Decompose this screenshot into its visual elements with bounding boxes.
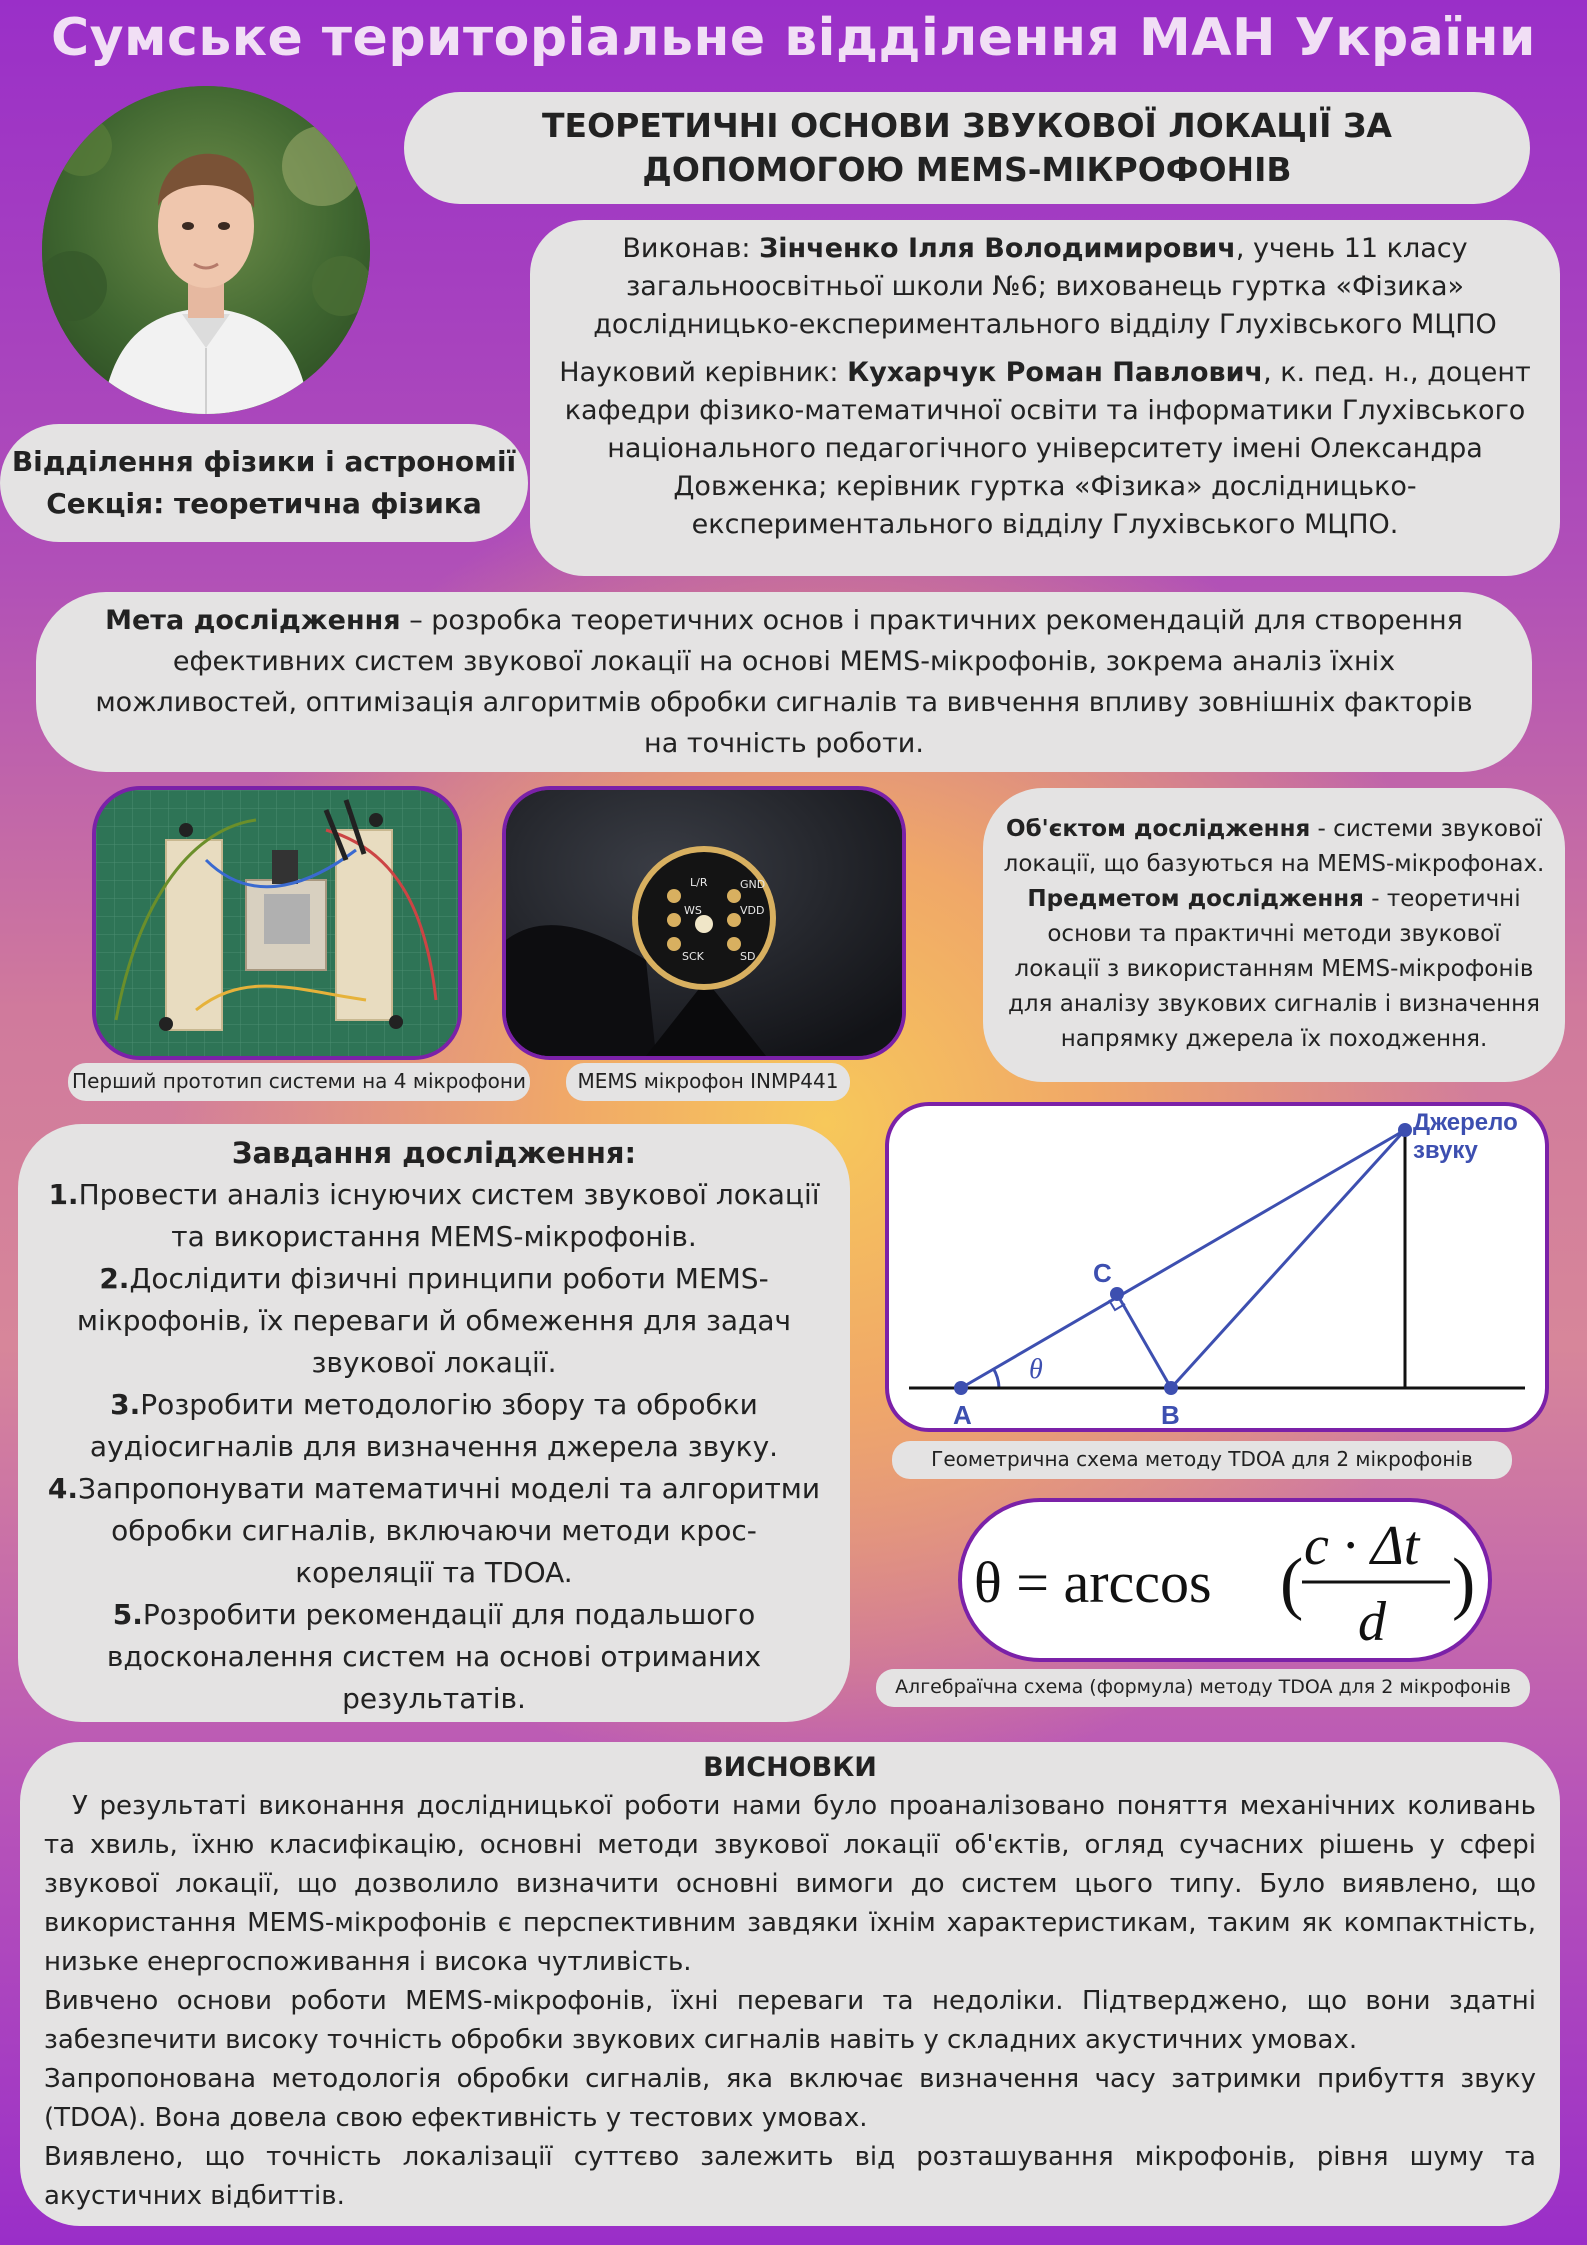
tdoa-formula <box>958 1498 1492 1662</box>
task-item: 4.Запропонувати математичні моделі та алгоритми обробки сигналів, включаючи методи крос-кореляції та TDOA. <box>47 1472 821 1589</box>
label-source-1: Джерело <box>1413 1109 1518 1136</box>
tdoa-diagram-caption: Геометрична схема методу TDOA для 2 мікрофонів <box>892 1441 1512 1479</box>
research-topic <box>404 92 1530 204</box>
mems-mic-image <box>502 786 906 1060</box>
author-info <box>530 220 1560 576</box>
formula-open-paren: ( <box>1280 1545 1304 1622</box>
research-topic-text: ТЕОРЕТИЧНІ ОСНОВИ ЗВУКОВОЇ ЛОКАЦІЇ ЗА ДОПОМОГОЮ MEMS-МІКРОФОНІВ <box>542 106 1392 189</box>
pin-label-vdd: VDD <box>740 904 765 917</box>
research-subject: Предметом дослідження - теоретичні основи та практичні методи звукової локації з використанням MEMS-мікрофонів для аналізу звукових сигналів і визначення напрямку джерела їх походження. <box>1008 886 1540 1052</box>
point-a <box>954 1381 968 1395</box>
tdoa-formula-caption: Алгебраїчна схема (формула) методу TDOA для 2 мікрофонів <box>876 1669 1530 1707</box>
research-object-subject <box>983 788 1565 1082</box>
label-c: C <box>1093 1258 1112 1288</box>
author-photo <box>42 86 370 414</box>
point-source <box>1398 1123 1412 1137</box>
author-paragraph: Виконав: Зінченко Ілля Володимирович, учень 11 класу загальноосвітньої школи №6; вихованець гуртка «Фізика» дослідницько-експериментального відділу Глухівського МЦПО <box>593 233 1497 340</box>
poster-title: Сумське територіальне відділення МАН України <box>50 8 1536 68</box>
task-item: 3.Розробити методологію збору та обробки аудіосигналів для визначення джерела звуку. <box>89 1388 779 1463</box>
pin-label-sd: SD <box>740 950 756 963</box>
research-object: Об'єктом дослідження - системи звукової локації, що базуються на MEMS-мікрофонах. <box>1003 816 1545 877</box>
formula-numerator: c · Δt <box>1304 1515 1420 1577</box>
conclusions-title: ВИСНОВКИ <box>703 1752 877 1783</box>
tasks-title: Завдання дослідження: <box>231 1136 637 1170</box>
conclusion-paragraph: У результаті виконання дослідницької роботи нами було проаналізовано поняття механічних коливань та хвиль, їхню класифікацію, основні методи звукової локації об'єктів, огляд сучасних рішень у сфері звукової локації, що дозволило визначити основні вимоги до систем цього типу. Було виявлено, що використання MEMS-мікрофонів є перспективним завдяки їхнім характеристикам, таким як компактність, низьке енергоспоживання і висока чутливість. <box>44 1791 1536 1977</box>
line-a-source <box>961 1130 1405 1388</box>
goal-label: Мета дослідження <box>105 605 401 636</box>
department-section <box>0 424 528 542</box>
tdoa-geometry-diagram <box>885 1102 1549 1432</box>
pin-label-ws: WS <box>684 904 702 917</box>
conclusions <box>20 1742 1560 2226</box>
author-name: Зінченко Ілля Володимирович <box>759 233 1236 264</box>
label-b: B <box>1161 1400 1180 1428</box>
prototype-caption: Перший прототип системи на 4 мікрофони <box>68 1063 530 1101</box>
line-b-source <box>1171 1130 1405 1388</box>
task-item: 5.Розробити рекомендації для подальшого вдосконалення систем на основі отриманих результатів. <box>106 1598 762 1715</box>
section-name: Секція: теоретична фізика <box>46 487 482 520</box>
task-item: 2.Дослідити фізичні принципи роботи MEMS-мікрофонів, їх переваги й обмеження для задач звукової локації. <box>76 1262 792 1379</box>
angle-arc <box>993 1368 999 1388</box>
goal-text: – розробка теоретичних основ і практичних рекомендацій для створення ефективних систем звукової локації на основі MEMS-мікрофонів, зокрема аналіз їхніх можливостей, оптимізація алгоритмів обробки сигналів та вивчення впливу зовнішніх факторів на точність роботи. <box>95 605 1473 759</box>
mems-mic-caption: MEMS мікрофон INMP441 <box>566 1063 850 1101</box>
formula-lhs: θ = arccos <box>974 1550 1212 1615</box>
label-theta: θ <box>1029 1354 1043 1385</box>
department-name: Відділення фізики і астрономії <box>11 445 517 478</box>
supervisor-paragraph: Науковий керівник: Кухарчук Роман Павлович, к. пед. н., доцент кафедри фізико-математичної освіти та інформатики Глухівського національного педагогічного університету імені Олександра Довженка; керівник гуртка «Фізика» дослідницько-експериментального відділу Глухівського МЦПО. <box>559 357 1531 540</box>
point-c <box>1110 1287 1124 1301</box>
prototype-image <box>92 786 462 1060</box>
label-a: A <box>953 1400 972 1428</box>
point-b <box>1164 1381 1178 1395</box>
pin-label-sck: SCK <box>682 950 704 963</box>
formula-denominator: d <box>1358 1591 1386 1653</box>
research-goal <box>36 592 1532 772</box>
conclusion-paragraph: Вивчено основи роботи MEMS-мікрофонів, їхні переваги та недоліки. Підтверджено, що вони здатні забезпечити високу точність обробки звукових сигналів навіть у складних акустичних умовах. <box>44 1986 1536 2055</box>
supervisor-name: Кухарчук Роман Павлович <box>847 357 1264 388</box>
line-b-c <box>1117 1294 1171 1388</box>
conclusion-paragraph: Запропонована методологія обробки сигналів, яка включає визначення часу затримки прибуття звуку (TDOA). Вона довела свою ефективність у тестових умовах. <box>44 2064 1536 2133</box>
pin-label-lr: L/R <box>690 876 708 889</box>
formula-close-paren: ) <box>1452 1545 1476 1622</box>
research-tasks <box>18 1124 850 1722</box>
label-source-2: звуку <box>1413 1137 1478 1164</box>
task-item: 1.Провести аналіз існуючих систем звукової локації та використання MEMS-мікрофонів. <box>48 1178 820 1253</box>
conclusion-paragraph: Виявлено, що точність локалізації суттєво залежить від розташування мікрофонів, рівня шуму та акустичних відбиттів. <box>44 2142 1536 2211</box>
pin-label-gnd: GND <box>740 878 766 891</box>
